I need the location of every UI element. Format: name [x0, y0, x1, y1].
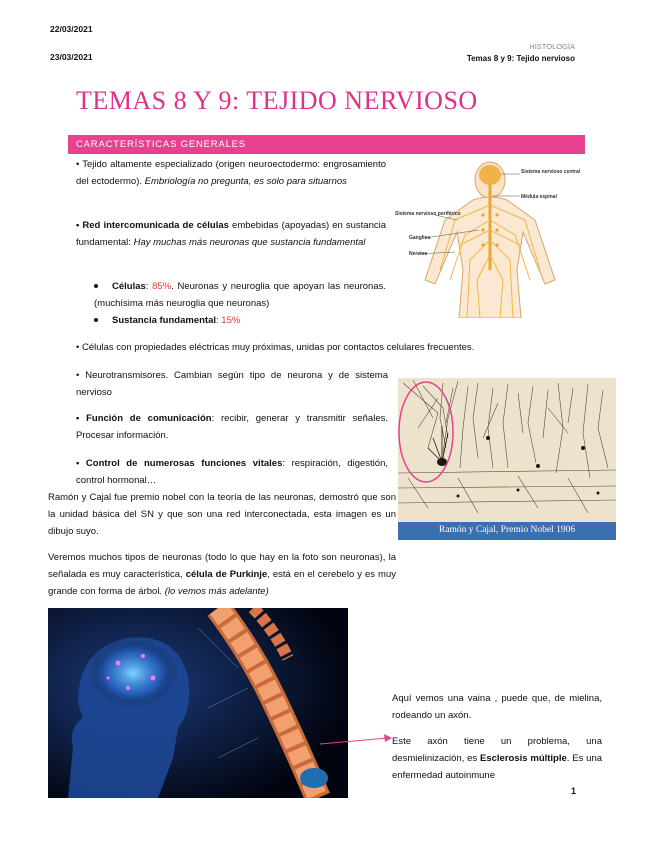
bullet-dot: [94, 318, 98, 322]
paragraph-neuron-types-a: Veremos muchos tipos de neuronas (todo lo que hay en la foto son neuronas), la señalada es muy característica,: [48, 552, 396, 580]
cells-label: Células: [112, 281, 146, 292]
section-heading: CARACTERÍSTICAS GENERALES: [68, 135, 585, 154]
label-peripheral: Sistema nervioso periférico: [395, 211, 461, 217]
vital-bold: • Control de numerosas funciones vitales: [76, 458, 283, 469]
paragraph-neuron-types-b: , está en el cerebelo y es muy grande con forma de árbol.: [48, 569, 396, 597]
bullet-neurotransmitters: • Neurotransmisores. Cambian según tipo de neurona y de sistema nervioso: [76, 370, 388, 398]
bullet-tissue-text: • Tejido altamente especializado (origen neuroectodermo: engrosamiento del ectodermo).: [76, 159, 386, 187]
purkinje-label: célula de Purkinje: [185, 569, 268, 580]
note-ms-text-b: . Es una enfermedad autoinmune: [392, 753, 603, 781]
paragraph-neuron-types: [48, 549, 396, 600]
paragraph-cajal: Ramón y Cajal fue premio nobel con la teoría de las neuronas, demostró que son la unidad básica del SN y que son una red interconectada, esta imagen es un dibujo suyo.: [48, 492, 396, 537]
cells-text: . Neuronas y neuroglia que apoyan las neuronas. (muchísima más neuroglia que neuronas): [94, 281, 386, 309]
bullet-dot: [94, 284, 98, 288]
label-spinal: Médula espinal: [521, 194, 557, 200]
cells-percent: 85%: [152, 281, 172, 292]
label-ganglia: Ganglios: [409, 235, 431, 241]
vital-text: : respiración, digestión, control hormonal…: [76, 458, 388, 486]
sub-bullet-substance: Sustancia fundamental: 15%: [94, 312, 386, 329]
pointer-arrow: [318, 730, 394, 750]
bullet-network: [76, 217, 386, 251]
bullet-network-bold: • Red intercomunicada de células: [76, 220, 229, 231]
page-number: 1: [571, 786, 577, 796]
label-central: Sistema nervioso central: [521, 169, 581, 175]
bullet-network-text: embebidas (apoyadas) en sustancia fundamental:: [76, 220, 387, 248]
bullet-network-note: Hay muchas más neuronas que sustancia fundamental: [133, 237, 366, 248]
communication-bold: • Función de comunicación: [76, 413, 212, 424]
topic-label: Temas 8 y 9: Tejido nervioso: [466, 54, 575, 63]
bullet-tissue-note: Embriología no pregunta, es solo para situarnos: [144, 176, 347, 187]
label-nerves: Nervios: [409, 251, 428, 257]
paragraph-neuron-types-note: (lo vemos más adelante): [164, 586, 269, 597]
substance-percent: 15%: [221, 315, 241, 326]
substance-label: Sustancia fundamental: [112, 315, 216, 326]
note-myelin: Aquí vemos una vaina , puede que, de mielina, rodeando un axón.: [392, 693, 602, 721]
cajal-caption: Ramón y Cajal, Premio Nobel 1906: [398, 522, 616, 540]
note-ms: [392, 733, 602, 784]
bullet-tissue: [76, 156, 386, 190]
cajal-drawing: [398, 378, 616, 540]
date-1: 22/03/2021: [50, 24, 93, 34]
note-ms-text-a: Este axón tiene un problema, una desmielinización, es: [392, 736, 602, 764]
nervous-system-figure: [395, 160, 585, 318]
page-title: TEMAS 8 Y 9: TEJIDO NERVIOSO: [76, 86, 478, 115]
myelin-illustration: [48, 608, 348, 798]
bullet-vital-functions: [76, 455, 388, 489]
bullet-communication: [76, 410, 388, 444]
ms-label: Esclerosis múltiple: [480, 753, 567, 764]
subject-label: HISTOLOGÍA: [529, 42, 575, 51]
date-2: 23/03/2021: [50, 52, 93, 62]
bullet-electrical: • Células con propiedades eléctricas muy próximas, unidas por contactos celulares frecuentes.: [76, 342, 475, 353]
communication-text: : recibir, generar y transmitir señales. Procesar información.: [76, 413, 388, 441]
sub-bullet-cells: Células: 85%. Neuronas y neuroglia que apoyan las neuronas. (muchísima más neuroglia que neuronas): [94, 281, 386, 309]
